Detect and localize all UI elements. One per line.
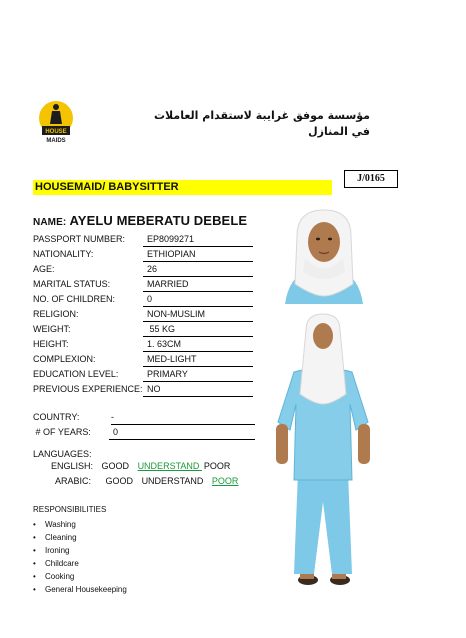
bullet-icon: • xyxy=(33,572,36,581)
company-logo xyxy=(36,96,76,146)
detail-key: COMPLEXION: xyxy=(33,354,96,364)
list-item xyxy=(33,557,127,570)
languages-title: LANGUAGES: xyxy=(33,449,92,459)
detail-key: HEIGHT: xyxy=(33,339,69,349)
list-item-label: Cooking xyxy=(45,572,75,581)
country-key: COUNTRY: xyxy=(33,412,80,422)
detail-value: 55 KG xyxy=(143,323,253,337)
detail-value: MARRIED xyxy=(143,278,253,292)
agency-name-arabic xyxy=(140,108,370,140)
responsibilities-list xyxy=(33,518,127,596)
list-item xyxy=(33,518,127,531)
list-item xyxy=(33,583,127,596)
bullet-icon: • xyxy=(33,585,36,594)
detail-key: AGE: xyxy=(33,264,55,274)
name-value: AYELU MEBERATU DEBELE xyxy=(69,213,248,228)
list-item-label: Childcare xyxy=(45,559,79,568)
list-item xyxy=(33,544,127,557)
bullet-icon: • xyxy=(33,546,36,555)
bullet-icon: • xyxy=(33,533,36,542)
agency-name-line1: مؤسسة موفق غرايبة لاستقدام العاملات xyxy=(153,109,370,122)
years-key: # OF YEARS: xyxy=(33,427,91,437)
level-understand-selected: UNDERSTAND xyxy=(137,461,202,471)
detail-value: EP8099271 xyxy=(143,233,253,247)
responsibilities-title: RESPONSIBILITIES xyxy=(33,505,107,514)
detail-value: NON-MUSLIM xyxy=(143,308,253,322)
detail-value: MED-LIGHT xyxy=(143,353,253,367)
language-row-arabic xyxy=(55,476,238,486)
list-item-label: Cleaning xyxy=(45,533,77,542)
years-value: 0 xyxy=(109,426,255,440)
detail-value: PRIMARY xyxy=(143,368,253,382)
language-name: ENGLISH: xyxy=(51,461,94,471)
level-understand: UNDERSTAND xyxy=(141,476,204,486)
detail-value: ETHIOPIAN xyxy=(143,248,253,262)
level-poor-selected: POOR xyxy=(211,476,239,486)
detail-key: NO. OF CHILDREN: xyxy=(33,294,116,304)
bullet-icon: • xyxy=(33,520,36,529)
headshot-photo xyxy=(275,206,373,304)
detail-value: 0 xyxy=(143,293,253,307)
full-body-photo xyxy=(272,312,374,596)
detail-key: RELIGION: xyxy=(33,309,79,319)
level-poor: POOR xyxy=(203,461,231,471)
agency-name-line2: في المنازل xyxy=(308,125,370,138)
detail-key: PASSPORT NUMBER: xyxy=(33,234,126,244)
list-item xyxy=(33,531,127,544)
candidate-name xyxy=(33,213,247,228)
list-item-label: Ironing xyxy=(45,546,70,555)
list-item-label: Washing xyxy=(45,520,76,529)
detail-key: MARITAL STATUS: xyxy=(33,279,111,289)
country-value: - xyxy=(111,411,255,425)
detail-key: WEIGHT: xyxy=(33,324,71,334)
svg-text:HOUSE: HOUSE xyxy=(45,129,67,135)
detail-value: NO xyxy=(143,383,253,397)
detail-key: NATIONALITY: xyxy=(33,249,94,259)
detail-value: 1. 63CM xyxy=(143,338,253,352)
reference-number: J/0165 xyxy=(344,170,398,188)
language-name: ARABIC: xyxy=(55,476,92,486)
detail-key: PREVIOUS EXPERIENCE: xyxy=(33,384,143,394)
level-good: GOOD xyxy=(105,476,134,486)
name-label: NAME: xyxy=(33,217,67,228)
language-row-english xyxy=(51,461,230,471)
detail-value: 26 xyxy=(143,263,253,277)
svg-text:MAIDS: MAIDS xyxy=(46,138,66,144)
detail-key: EDUCATION LEVEL: xyxy=(33,369,119,379)
level-good: GOOD xyxy=(101,461,130,471)
position-title: HOUSEMAID/ BABYSITTER xyxy=(33,180,332,195)
list-item xyxy=(33,570,127,583)
bullet-icon: • xyxy=(33,559,36,568)
list-item-label: General Housekeeping xyxy=(45,585,127,594)
